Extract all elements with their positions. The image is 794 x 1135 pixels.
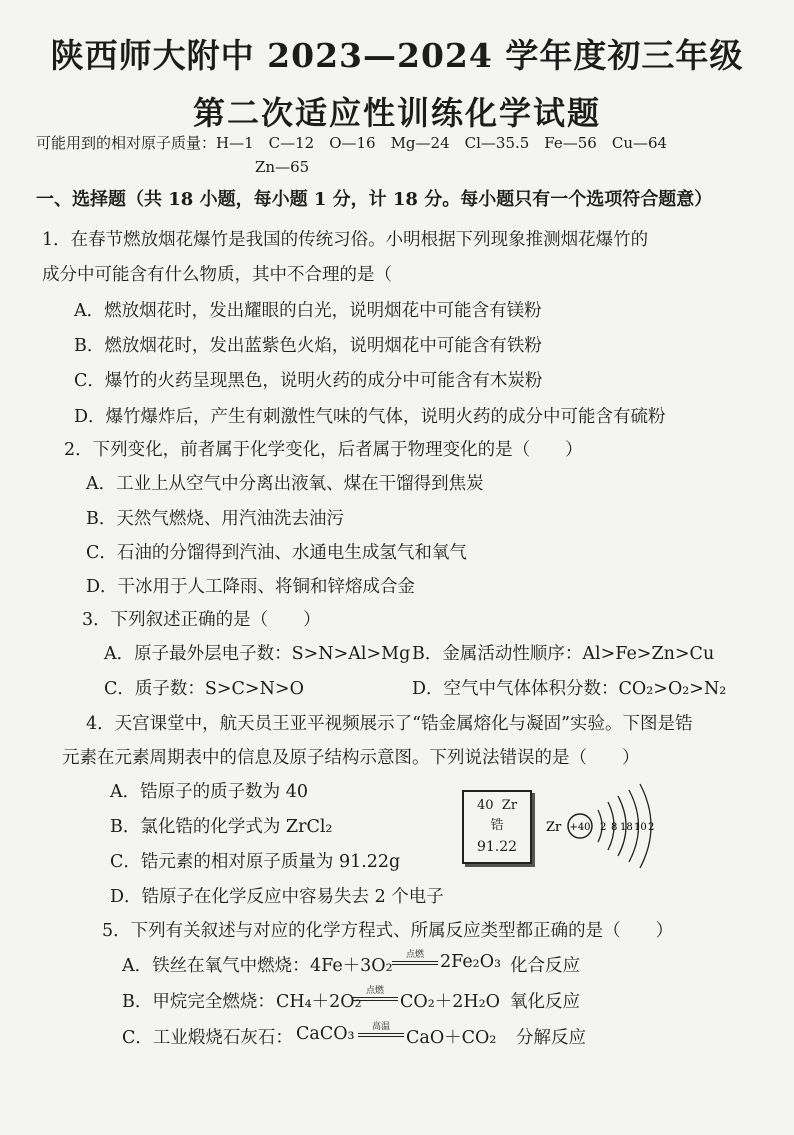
q5-option-c-products: CaO＋CO₂ bbox=[406, 1028, 497, 1048]
q5-option-c-label: C．工业煅烧石灰石： bbox=[122, 1028, 293, 1048]
element-card bbox=[462, 790, 532, 864]
section-heading: 一、选择题（共 18 小题，每小题 1 分，计 18 分。每小题只有一个选项符合题意） bbox=[36, 189, 713, 210]
q5-option-c-condition: 高温 bbox=[371, 1022, 390, 1032]
q3-option-d: D．空气中气体体积分数：CO₂>O₂>N₂ bbox=[412, 679, 727, 699]
q2-option-a: A．工业上从空气中分离出液氧、煤在干馏得到焦炭 bbox=[86, 474, 484, 494]
q5-option-b-type: 氧化反应 bbox=[510, 992, 580, 1012]
q1-option-a: A．燃放烟花时，发出耀眼的白光，说明烟花中可能含有镁粉 bbox=[74, 301, 542, 321]
q5-option-b-label: B．甲烷完全燃烧： bbox=[122, 992, 275, 1012]
q5-option-b-products: CO₂＋2H₂O bbox=[400, 992, 501, 1012]
q5-option-c-reactants: CaCO₃ bbox=[296, 1024, 355, 1044]
q2-stem: 2．下列变化，前者属于化学变化，后者属于物理变化的是（ ） bbox=[64, 440, 583, 460]
q1-stem-line1: 1．在春节燃放烟花爆竹是我国的传统习俗。小明根据下列现象推测烟花爆竹的 bbox=[42, 230, 649, 250]
q4-option-a: A．锆原子的质子数为 40 bbox=[110, 782, 308, 802]
element-mass: 91.22 bbox=[476, 839, 518, 855]
q4-stem-line1: 4．天宫课堂中，航天员王亚平视频展示了“锆金属熔化与凝固”实验。下图是锆 bbox=[86, 714, 693, 734]
q1-option-b: B．燃放烟花时，发出蓝紫色火焰，说明烟花中可能含有铁粉 bbox=[74, 336, 542, 356]
atomic-mass-line2: Zn—65 bbox=[255, 158, 310, 176]
shell-electron-count: 2 bbox=[600, 822, 607, 833]
exam-title-line2: 第二次适应性训练化学试题 bbox=[192, 94, 601, 132]
element-number: 40 bbox=[476, 798, 494, 813]
q5-option-c-equals-sign bbox=[358, 1033, 404, 1037]
q1-option-c: C．爆竹的火药呈现黑色，说明火药的成分中可能含有木炭粉 bbox=[74, 371, 543, 391]
q5-option-b-condition: 点燃 bbox=[365, 986, 384, 996]
q2-option-b: B．天然气燃烧、用汽油洗去油污 bbox=[86, 509, 344, 529]
shell-electron-count: 8 bbox=[611, 822, 618, 833]
q3-stem: 3．下列叙述正确的是（ ） bbox=[82, 610, 321, 630]
q5-option-a-type: 化合反应 bbox=[510, 956, 580, 976]
atom-structure-diagram bbox=[540, 780, 670, 875]
nucleus-charge: +40 bbox=[569, 822, 591, 833]
q5-stem: 5．下列有关叙述与对应的化学方程式、所属反应类型都正确的是（ ） bbox=[102, 921, 674, 941]
q1-option-d: D．爆竹爆炸后，产生有刺激性气味的气体，说明火药的成分中可能含有硫粉 bbox=[74, 407, 666, 427]
q4-stem-line2: 元素在元素周期表中的信息及原子结构示意图。下列说法错误的是（ ） bbox=[62, 748, 640, 768]
element-name: 锆 bbox=[490, 818, 504, 833]
q5-option-a-label: A．铁丝在氧气中燃烧： bbox=[122, 956, 310, 976]
q1-stem-line2: 成分中可能含有什么物质，其中不合理的是（ bbox=[42, 265, 392, 285]
q3-option-a: A．原子最外层电子数：S>N>Al>Mg bbox=[104, 644, 411, 664]
q4-option-b: B．氯化锆的化学式为 ZrCl₂ bbox=[110, 817, 333, 837]
q5-option-a-products: 2Fe₂O₃ bbox=[440, 952, 502, 972]
q4-option-d: D．锆原子在化学反应中容易失去 2 个电子 bbox=[110, 887, 444, 907]
exam-title-line1: 陕西师大附中 2023—2024 学年度初三年级 bbox=[50, 36, 744, 75]
element-symbol: Zr bbox=[501, 798, 518, 813]
q5-option-c-type: 分解反应 bbox=[516, 1028, 586, 1048]
q4-option-c: C．锆元素的相对原子质量为 91.22g bbox=[110, 852, 401, 872]
q2-option-c: C．石油的分馏得到汽油、水通电生成氢气和氧气 bbox=[86, 543, 467, 563]
shell-electron-count: 10 bbox=[634, 822, 647, 833]
shell-electron-count: 2 bbox=[648, 822, 655, 833]
shell-electron-count: 18 bbox=[620, 822, 633, 833]
q2-option-d: D．干冰用于人工降雨、将铜和锌熔成合金 bbox=[86, 577, 416, 597]
atom-symbol: Zr bbox=[546, 820, 562, 835]
q5-option-b-reactants: CH₄＋2O₂ bbox=[276, 992, 362, 1012]
q3-option-c: C．质子数：S>C>N>O bbox=[104, 679, 304, 699]
q5-option-a-condition: 点燃 bbox=[405, 950, 424, 960]
q5-option-a-equals-sign bbox=[392, 961, 438, 965]
q3-option-b: B．金属活动性顺序：Al>Fe>Zn>Cu bbox=[412, 644, 715, 664]
atomic-mass-line1: 可能用到的相对原子质量：H—1 C—12 O—16 Mg—24 Cl—35.5 Fe—56 Cu—64 bbox=[36, 134, 668, 152]
q5-option-b-equals-sign bbox=[352, 997, 398, 1001]
q5-option-a-reactants: 4Fe＋3O₂ bbox=[310, 956, 393, 976]
